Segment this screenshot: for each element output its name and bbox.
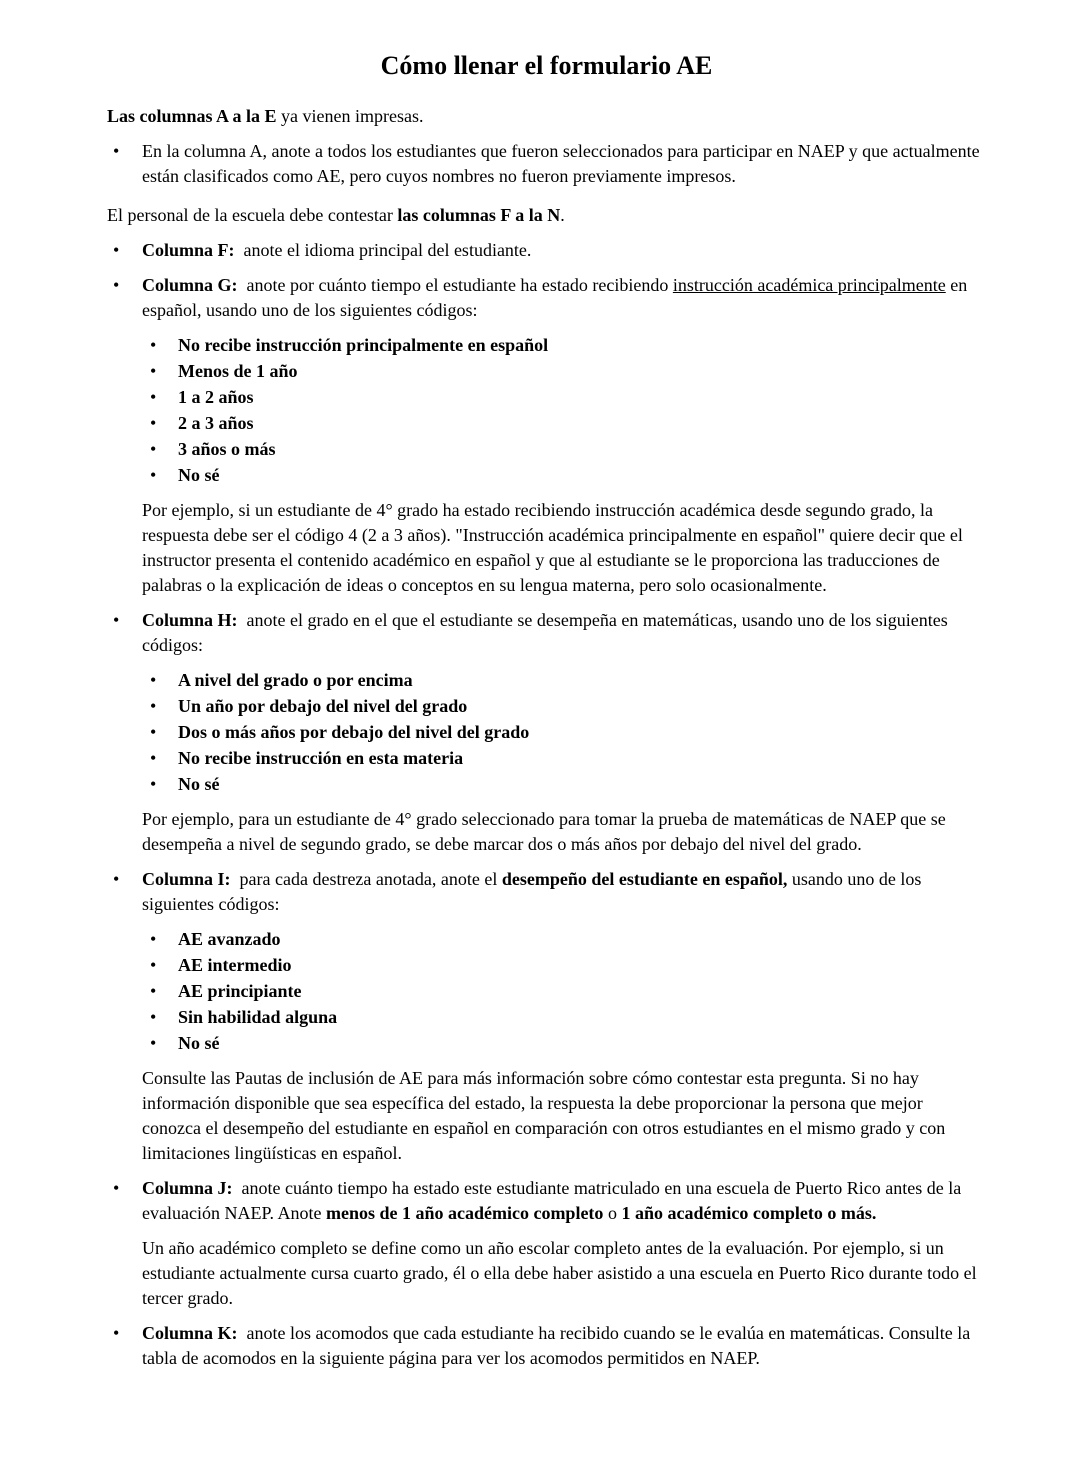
text-segment: AE principiante — [178, 981, 302, 1001]
sub-bullet-item — [107, 772, 986, 797]
bullet-text — [142, 1321, 986, 1371]
document-title: Cómo llenar el formulario AE — [380, 51, 713, 80]
text-segment: Columna F: — [142, 240, 235, 260]
bullet-text — [142, 1176, 986, 1226]
sub-bullet-item — [107, 694, 986, 719]
sub-bullet-item — [107, 1031, 986, 1056]
bullet-icon: • — [113, 141, 120, 161]
bullet-text — [178, 333, 986, 358]
text-segment: anote los acomodos que cada estudiante ha recibido cuando se le evalúa en matemáticas. Consulte la tabla de acomodos en la siguiente página para ver los acomodos permitidos en NAEP. — [142, 1323, 971, 1368]
document-body — [107, 104, 986, 1371]
bullet-icon: • — [150, 361, 157, 381]
bullet-text — [178, 437, 986, 462]
text-segment: . — [560, 205, 565, 225]
text-segment: 3 años o más — [178, 439, 276, 459]
bullet-icon: • — [150, 1033, 157, 1053]
text-segment: anote cuánto tiempo ha estado este estudiante matriculado en una escuela de Puerto Rico antes de la evaluación NAEP. Anote — [142, 1178, 962, 1223]
bullet-text — [178, 979, 986, 1004]
text-segment: Por ejemplo, para un estudiante de 4° grado seleccionado para tomar la prueba de matemáticas de NAEP que se desempeña a nivel de segundo grado, se debe marcar dos o más años por debajo del nivel del grado. — [142, 809, 946, 854]
text-segment: anote por cuánto tiempo el estudiante ha estado recibiendo — [237, 275, 673, 295]
text-segment: No sé — [178, 774, 220, 794]
bullet-icon: • — [150, 981, 157, 1001]
sub-bullet-item — [107, 463, 986, 488]
text-segment: usando uno de los siguientes códigos: — [142, 869, 922, 914]
text-segment: Menos de 1 año — [178, 361, 298, 381]
text-segment: A nivel del grado o por encima — [178, 670, 413, 690]
sub-bullet-item — [107, 927, 986, 952]
text-segment: Columna J: — [142, 1178, 233, 1198]
paragraph — [107, 203, 986, 228]
text-segment: AE intermedio — [178, 955, 292, 975]
sub-bullet-item — [107, 668, 986, 693]
bullet-item — [107, 1176, 986, 1226]
sub-bullet-item — [107, 333, 986, 358]
bullet-icon: • — [113, 1323, 120, 1343]
bullet-icon: • — [150, 748, 157, 768]
sub-bullet-item — [107, 953, 986, 978]
bullet-icon: • — [113, 240, 120, 260]
text-segment: No recibe instrucción principalmente en español — [178, 335, 549, 355]
bullet-text — [142, 238, 986, 263]
text-segment: Dos o más años por debajo del nivel del grado — [178, 722, 530, 742]
text-segment: En la columna A, anote a todos los estudiantes que fueron seleccionados para participar en NAEP y que actualmente están clasificados como AE, pero cuyos nombres no fueron previamente impresos. — [142, 141, 980, 186]
text-segment: instrucción académica principalmente — [672, 275, 946, 295]
bullet-item — [107, 238, 986, 263]
indented-paragraph — [142, 807, 986, 857]
bullet-text — [142, 273, 986, 323]
bullet-text — [178, 411, 986, 436]
bullet-text — [178, 668, 986, 693]
bullet-text — [178, 772, 986, 797]
text-segment: Las columnas A a la E — [107, 106, 277, 126]
text-segment: 2 a 3 años — [178, 413, 254, 433]
text-segment: No sé — [178, 1033, 220, 1053]
text-segment: Consulte las Pautas de inclusión de AE para más información sobre cómo contestar esta pregunta. Si no hay información disponible que sea específica del estado, la respuesta la debe proporcionar la persona que mejor conozca el desempeño del estudiante en español en comparación con otros estudiantes en el mismo grado y con limitaciones lingüísticas en español. — [142, 1068, 946, 1163]
bullet-text — [178, 359, 986, 384]
text-segment: Un año por debajo del nivel del grado — [178, 696, 468, 716]
bullet-icon: • — [150, 670, 157, 690]
bullet-text — [178, 1005, 986, 1030]
bullet-text — [178, 385, 986, 410]
sub-bullet-item — [107, 1005, 986, 1030]
text-segment: No recibe instrucción en esta materia — [178, 748, 464, 768]
bullet-item — [107, 1321, 986, 1371]
bullet-icon: • — [113, 610, 120, 630]
sub-bullet-item — [107, 720, 986, 745]
text-segment: No sé — [178, 465, 220, 485]
bullet-icon: • — [113, 275, 120, 295]
text-segment: ya vienen impresas. — [276, 106, 424, 126]
bullet-text — [178, 463, 986, 488]
text-segment: AE avanzado — [178, 929, 281, 949]
bullet-item — [107, 608, 986, 658]
bullet-text — [178, 953, 986, 978]
bullet-item — [107, 867, 986, 917]
bullet-text — [142, 867, 986, 917]
text-segment: Columna H: — [142, 610, 238, 630]
sub-bullet-item — [107, 437, 986, 462]
indented-paragraph — [142, 1066, 986, 1166]
text-segment: Por ejemplo, si un estudiante de 4° grado ha estado recibiendo instrucción académica desde segundo grado, la respuesta debe ser el código 4 (2 a 3 años). "Instrucción académica principalmente en español" quiere decir que el instructor presenta el contenido académico en español y que al estudiante se le proporciona las traducciones de palabras o la explicación de ideas o conceptos en su lengua materna, pero solo ocasionalmente. — [142, 500, 963, 595]
text-segment: Un año académico completo se define como un año escolar completo antes de la evaluación. Por ejemplo, si un estudiante actualmente cursa cuarto grado, él o ella debe haber asistido a una escuela en Puerto Rico durante todo el tercer grado. — [142, 1238, 977, 1308]
bullet-icon: • — [150, 774, 157, 794]
bullet-icon: • — [150, 413, 157, 433]
text-segment: anote el grado en el que el estudiante se desempeña en matemáticas, usando uno de los siguientes códigos: — [142, 610, 948, 655]
text-segment: anote el idioma principal del estudiante. — [234, 240, 532, 260]
bullet-icon: • — [150, 696, 157, 716]
bullet-icon: • — [113, 869, 120, 889]
bullet-text — [178, 694, 986, 719]
sub-bullet-item — [107, 979, 986, 1004]
bullet-text — [142, 608, 986, 658]
bullet-icon: • — [150, 387, 157, 407]
sub-bullet-item — [107, 746, 986, 771]
text-segment: en español, usando uno de los siguientes códigos: — [142, 275, 968, 320]
text-segment: 1 año académico completo o más. — [621, 1203, 877, 1223]
text-segment: Columna I: — [142, 869, 231, 889]
text-segment: o — [603, 1203, 622, 1223]
bullet-icon: • — [150, 955, 157, 975]
bullet-text — [142, 139, 986, 189]
text-segment: para cada destreza anotada, anote el — [230, 869, 502, 889]
bullet-icon: • — [150, 439, 157, 459]
bullet-text — [178, 927, 986, 952]
indented-paragraph — [142, 1236, 986, 1311]
bullet-icon: • — [150, 335, 157, 355]
bullet-text — [178, 720, 986, 745]
text-segment: El personal de la escuela debe contestar — [107, 205, 398, 225]
sub-bullet-item — [107, 385, 986, 410]
text-segment: menos de 1 año académico completo — [325, 1203, 604, 1223]
bullet-text — [178, 1031, 986, 1056]
sub-bullet-item — [107, 359, 986, 384]
bullet-icon: • — [150, 1007, 157, 1027]
text-segment: desempeño del estudiante en español, — [501, 869, 788, 889]
sub-bullet-item — [107, 411, 986, 436]
bullet-text — [178, 746, 986, 771]
bullet-item — [107, 273, 986, 323]
text-segment: las columnas F a la N — [397, 205, 561, 225]
bullet-icon: • — [150, 929, 157, 949]
text-segment: Sin habilidad alguna — [178, 1007, 338, 1027]
bullet-icon: • — [150, 465, 157, 485]
bullet-icon: • — [113, 1178, 120, 1198]
paragraph — [107, 104, 986, 129]
bullet-icon: • — [150, 722, 157, 742]
text-segment: Columna K: — [142, 1323, 238, 1343]
text-segment: 1 a 2 años — [178, 387, 254, 407]
bullet-item — [107, 139, 986, 189]
text-segment: Columna G: — [142, 275, 238, 295]
indented-paragraph — [142, 498, 986, 598]
